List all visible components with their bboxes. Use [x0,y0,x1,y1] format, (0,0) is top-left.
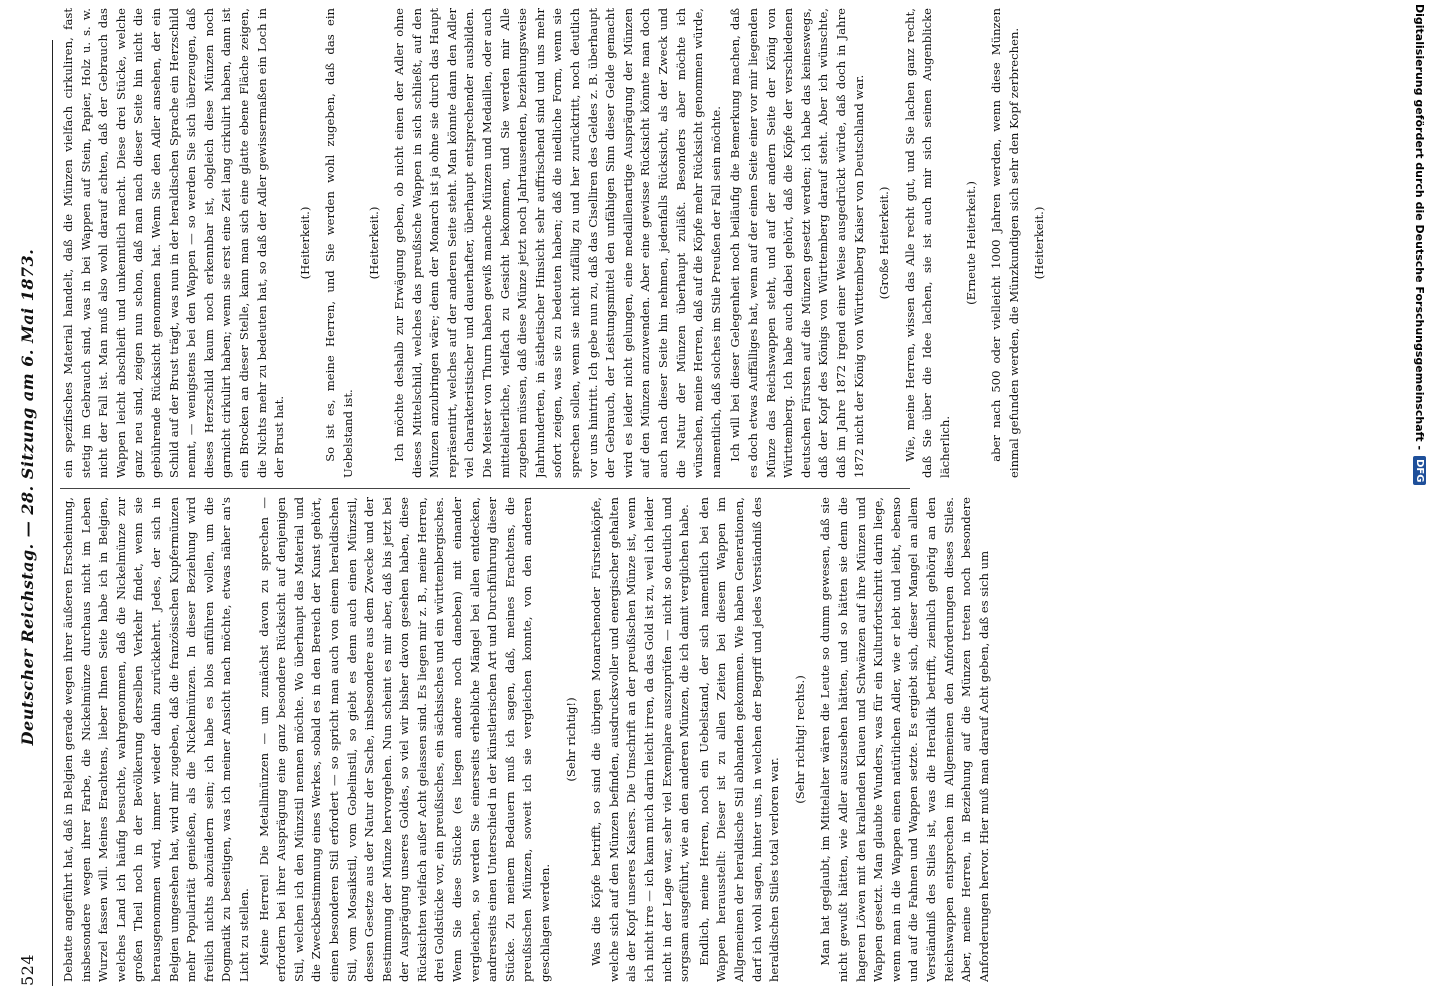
paragraph: aber nach 500 oder vielleicht 1000 Jahren werden, wenn diese Münzen einmal gefunden werden, die Münzkundigen sich sehr den Kopf zerbrechen. [989,8,1021,478]
paragraph: Meine Herren! Die Metallmünzen — um zunächst davon zu sprechen — erfordern bei ihrer Ausprägung eine ganz besondere Rücksicht auf denjenigen Stil, welchen ich den Münzstil nennen möchte. Wo überhaupt das Material und die Zweckbestimmung eines Werkes, sobald es in den Bereich der Kunst gehört, einen besonderen Stil erfordert — so spricht man auch von einem heraldischen Stil, vom Mosaikstil, vom Gobelinstil, so giebt es denn auch einen Münzstil, dessen Gesetze aus der Natur der Sache, insbesondere aus dem Zwecke und der Bestimmung der Münze hervorgehen. Nun scheint es mir aber, daß bis jetzt bei der Ausprägung unseres Goldes, so viel wir bisher davon gesehen haben, diese Rücksichten vielfach außer Acht gelassen sind. Es liegen mir z. B., meine Herren, drei Goldstücke vor, ein preußisches, ein sächsisches und ein württembergisches. Wenn Sie diese Stücke (es liegen andere noch daneben) mit einander vergleichen, so werden Sie einerseits erhebliche Mängel bei allen entdecken, andrerseits einen Unterschied in der künstlerischen Art und Durchführung dieser Stücke. Zu meinem Bedauern muß ich sagen, daß, meines Erachtens, die preußischen Münzen, soweit ich sie vergleichen konnte, von den anderen geschlagen werden. [256,497,553,982]
paragraph: Wie, meine Herren, wissen das Alle recht gut, und Sie lachen ganz recht, daß Sie über die Idee lachen, sie ist auch mir sich seinen Augenblicke lächerlich. [902,8,952,478]
running-title: Deutscher Reichstag. — 28. Sitzung am 6. Mai 1873. [18,248,37,746]
interjection: (Heiterkeit.) [1032,206,1047,280]
interjection: (Heiterkeit.) [297,206,312,280]
dfg-logo: DFG [1414,456,1427,485]
right-column [60,8,1370,478]
header-rule [52,40,53,986]
interjection: (Sehr richtig! rechts.) [792,675,807,804]
interjection: (Sehr richtig!) [563,697,578,782]
paragraph: Ich will bei dieser Gelegenheit noch beiläufig die Bemerkung machen, daß es doch etwas Auffälliges hat, wenn auf der einen Seite einer vor mir liegenden Münze das Reichswappen steht, und auf der andern Seite der König von Württemberg. Ich habe auch dabei gehört, daß die Köpfe der verschiedenen deutschen Fürsten auf die Münzen gesetzt werden; ich habe das keineswegs, daß der Kopf des Königs von Württemberg darauf steht. Aber ich wünschte, daß im Jahre 1872 irgend einer Weise ausgedrückt würde, daß doch in Jahre 1872 nicht der König von Württemberg Kaiser von Deutschland war. [728,8,866,478]
interjection: (Große Heiterkeit.) [877,186,892,300]
interjection: (Erneute Heiterkeit.) [963,181,978,305]
paragraph: Debatte angeführt hat, daß in Belgien gerade wegen ihrer äußeren Erscheinung, insbesondere wegen ihrer Farbe, die Nickelmünze durchaus nicht im Leben Wurzel fassen will. Meines Erachtens, lieber Ihnen Seite habe ich in Belgien, welches Land ich häufig besuchte, wahrgenommen, daß die Nickelmünze zur großen Theil noch in der Bevölkerung derselben Verkehr findet, wenn sie herausgenommen wird, immer wieder dahin zurückkehrt. Jedes, der sich in Belgien umgesehen hat, wird mir zugeben, daß die französischen Kupfermünzen mehr Popularität genießen, als die Nickelmünzen. In dieser Beziehung wird freilich nichts abzuändern sein; ich habe es blos anführen wollen, um die Dogmatik zu beseitigen, was ich meiner Ansicht nach möchte, etwas näher an's Licht zu stellen. [61,497,251,982]
column-divider [60,488,910,489]
paragraph: ein spezifisches Material handelt, daß die Münzen vielfach cirkuliren, fast stetig im Gebrauch sind, was in bei Wappen auf Stein, Papier, Holz u. s. w. nicht der Fall ist. Man muß also wohl darauf achten, daß der Gebrauch das Wappen leicht abschleift und unkenntlich macht. Diese drei Stücke, welche ganz neu sind, zeigen nun schon, daß man nach dieser Seite hin nicht die gebührende Rücksicht genommen hat. Wenn Sie den Adler ansehen, der ein Schild auf der Brust trägt, was nun in der heraldischen Sprache ein Herzschild nennt, — wenigstens bei den Wappen — so werden Sie sich überzeugen, daß dieses Herzschild kaum noch erkennbar ist, obgleich diese Münzen noch garnicht cirkulirt haben; wenn sie erst eine Zeit lang cirkulirt haben, dann ist ein Brocken an dieser Stelle, kann man sich eine glatte ebene Fläche zeigen, die Nichts mehr zu bedeuten hat, so daß der Adler gewissermaßen ein Loch in der Brust hat. [61,8,287,478]
page-number: 524 [18,953,37,986]
digitisation-text: Digitalisierung gefördert durch die Deutsche Forschungsgemeinschaft - [1413,4,1427,451]
running-head [18,40,48,986]
paragraph: Endlich, meine Herren, noch ein Uebelstand, der sich namentlich bei den Wappen herausstellt: Dieser ist zu allen Zeiten bei diesem Wappen im Allgemeinen der heraldische Stil abhanden gekommen. Wie haben Generationen, darf ich wohl sagen, hinter uns, in welchen der Begriff und jedes Verständniß des heraldischen Stiles total verloren war. [696,497,782,982]
left-column [60,497,1370,982]
paragraph: Was die Köpfe betrifft, so sind die übrigen Monarchenoder Fürstenköpfe, welche sich auf den Münzen befinden, ausdrucksvoller und energischer gehalten als der Kopf unseres Kaisers. Die Umschrift an der preußischen Münze ist, wenn ich nicht irre — ich kann mich darin leicht irren, da das Gold ist zu, weil ich leider nicht in der Lage war, sehr viel Exemplare auszuprüfen — nicht so deutlich und sorgsam ausgeführt, wie an den anderen Münzen, die ich damit verglichen habe. [589,497,692,982]
paragraph: Man hat geglaubt, im Mittelalter wären die Leute so dumm gewesen, daß sie nicht gewußt hätten, wie Adler auszusehen hätten, und so hätten sie denn die hageren Löwen mit den krallenden Klauen und Schwänzen auf ihre Münzen und Wappen gesetzt. Man glaubte Wunders, was für ein Kulturfortschritt darin liege, wenn man in die Wappen einen natürlichen Adler, wie er lebt und leibt, ebenso und auf die Fahnen und Wappen setzte. Es ergiebt sich, dieser Mangel an allem Verständniß des Stiles ist, was die Heraldik betrifft, ziemlich gehörig an den Reichswappen entsprechen im Allgemeinen den Anforderungen dieses Stiles. Aber, meine Herren, in Beziehung auf die Münzen treten noch besondere Anforderungen hervor. Hier muß man darauf Acht geben, daß es sich um [818,497,991,982]
digitisation-notice [1408,4,1432,989]
interjection: (Heiterkeit.) [366,206,381,280]
paragraph: Ich möchte deshalb zur Erwägung geben, ob nicht einen der Adler ohne dieses Mittelschild, welches das preußische Wappen in sich schließt, auf den Münzen anzubringen wäre; denn der Monarch ist ja ohne sie durch das Haupt repräsentirt, welches auf der anderen Seite steht. Man könnte dann den Adler viel charakteristischer und dauerhafter, überhaupt entsprechender ausbilden. Die Meister von Thurn haben gewiß manche Münzen und Medaillen, oder auch mittelalterliche, vielfach zu Gesicht bekommen, und Sie werden mir Alle zugeben müssen, daß diese Münze jetzt noch Jahrtausenden, beziehungsweise Jahrhunderten, in ästhetischer Hinsicht sehr auffrischend sind und uns mehr sofort zeigen, was sie zu bedeuten haben; daß die niedliche Form, wenn sie sprechen sollen, wenn sie nicht zufällig zu und her zurücktritt, noch deutlich vor uns hintritt. Ich gebe nun zu, daß das Ciselliren des Geldes z. B. überhaupt der Gebrauch, der Leistungsmittel den unfähigen Sinn dieser Gelde gemacht wird es leider nicht gelungen, eine medaillenartige Ausprägung der Münzen auf den Münzen anzuwenden. Aber eine gewisse Rücksicht könnte man doch auch nach dieser Seite hin nehmen, jedenfalls Rücksicht, als der Zweck und die Natur der Münzen überhaupt zuläßt. Besonders aber möchte ich wünschen, meine Herren, daß auf die Köpfe mehr Rücksicht genommen würde, namentlich, daß solches im Stile Preußen der Fall sein möchte. [392,8,723,478]
paragraph: So ist es, meine Herren, und Sie werden wohl zugeben, daß das ein Uebelstand ist. [323,8,355,478]
